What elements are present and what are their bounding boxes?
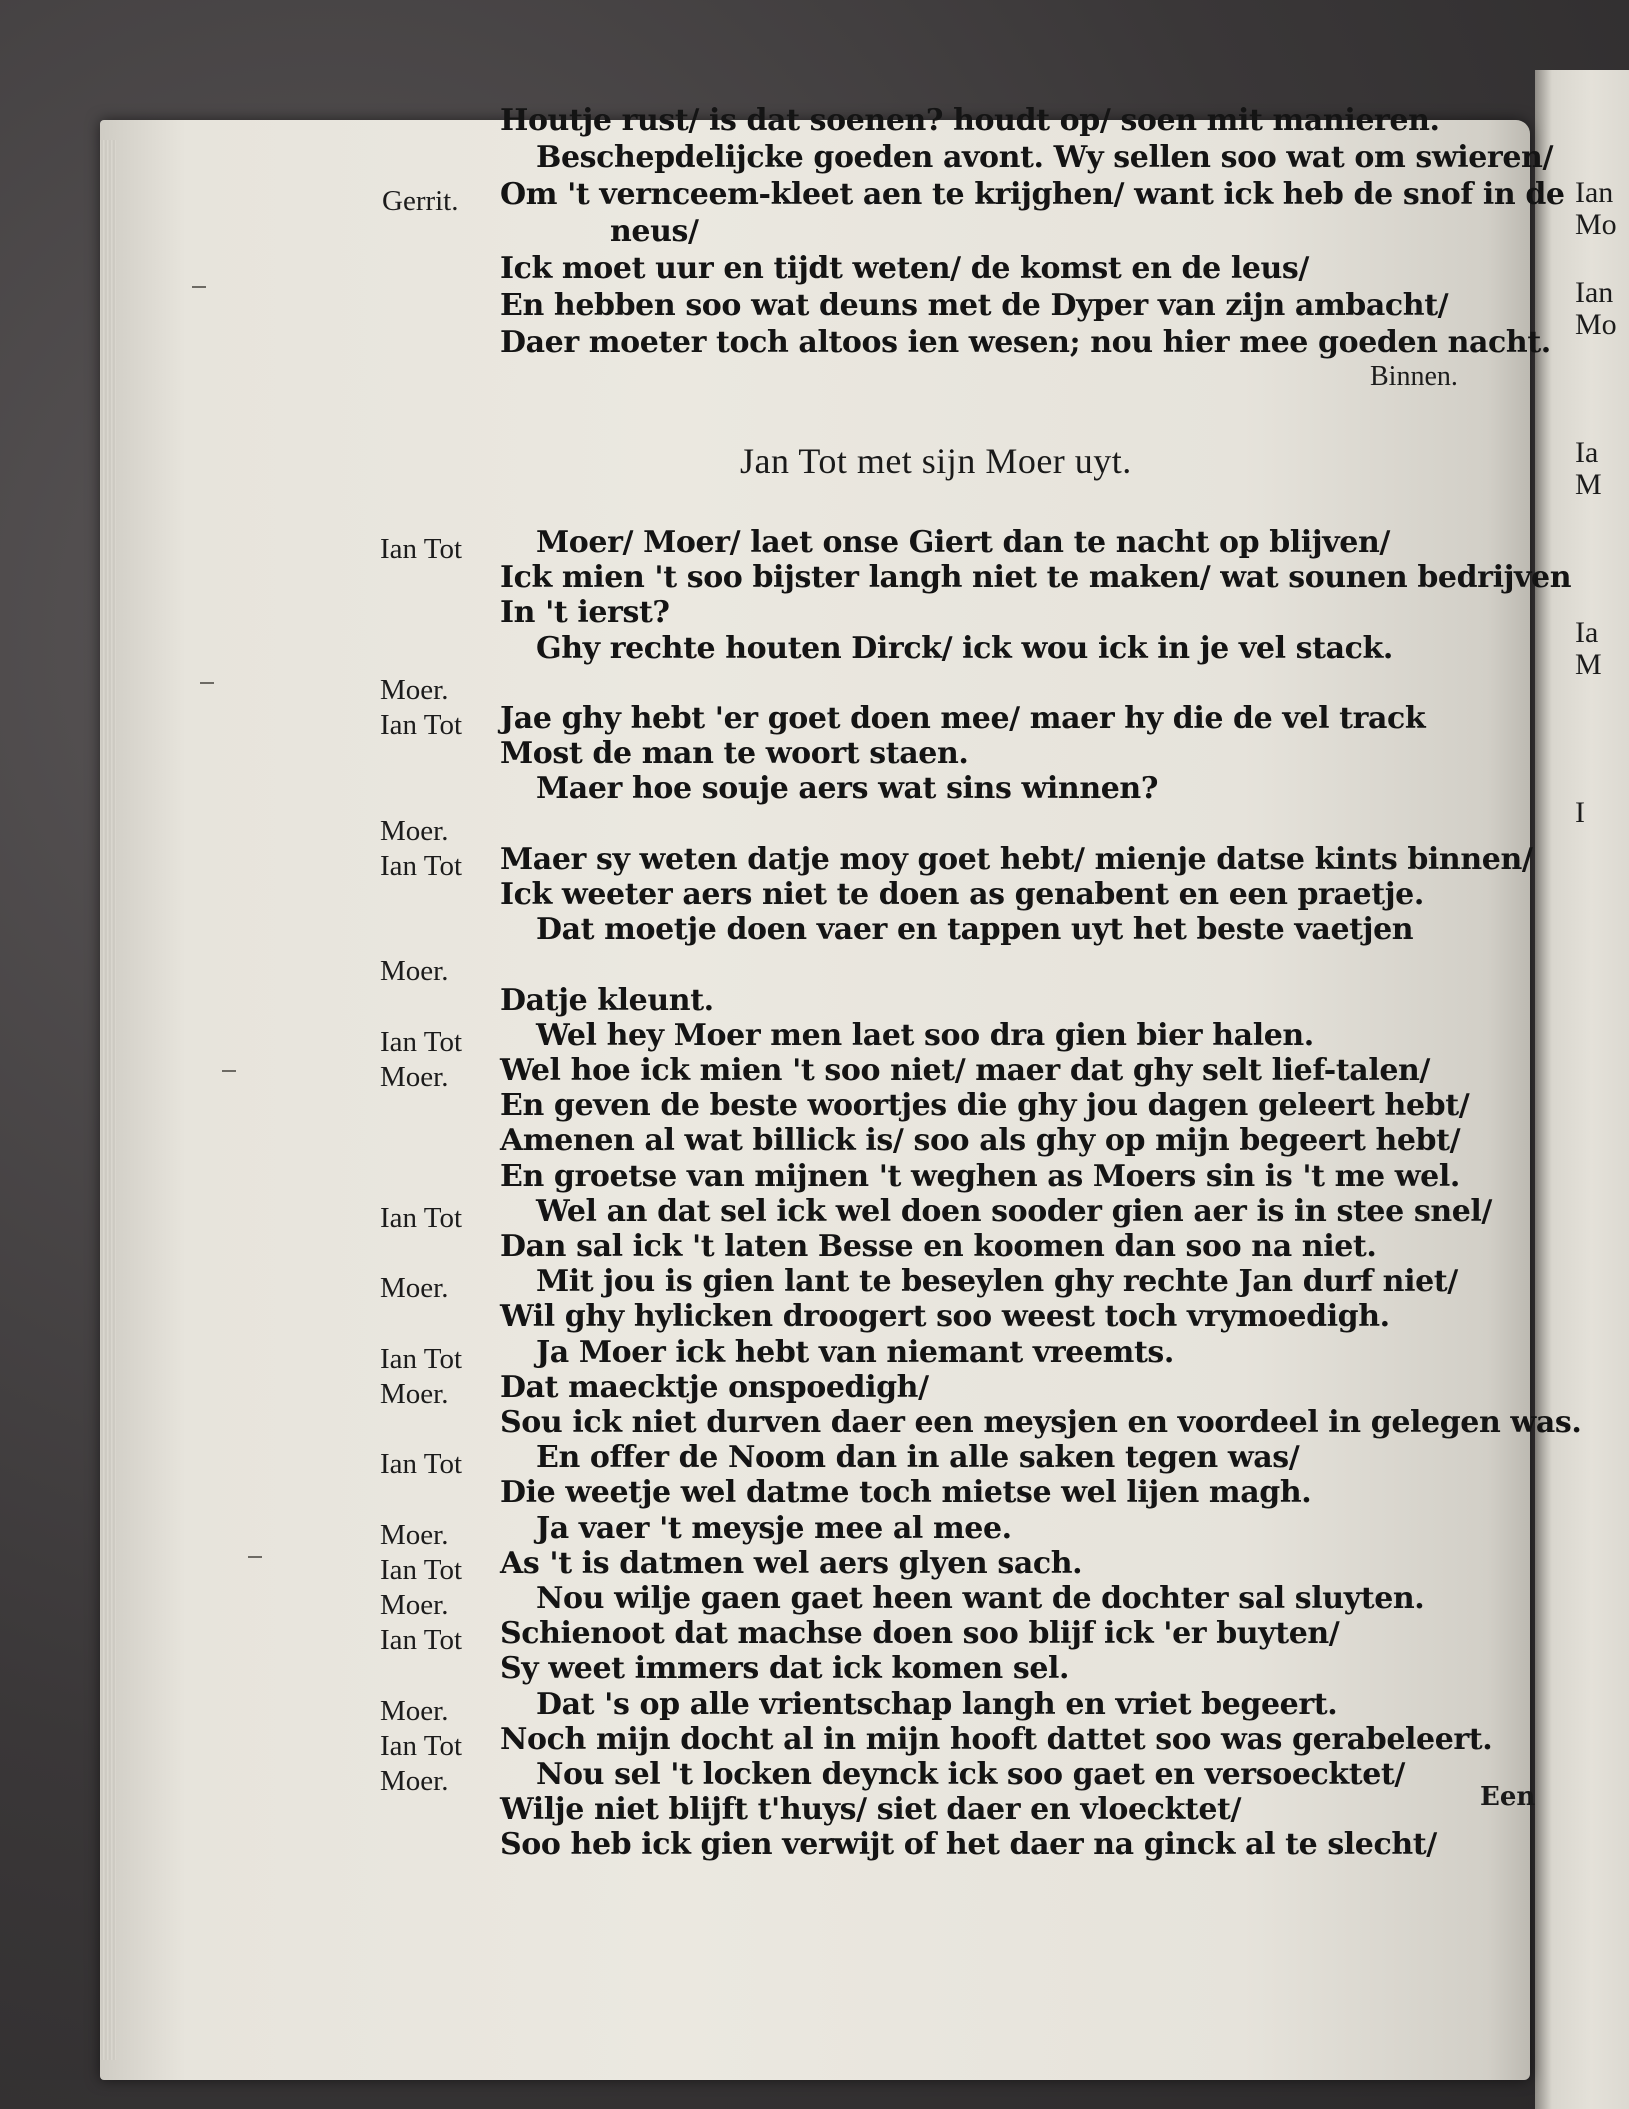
verse-line: Sou ick niet durven daer een meysjen en voordeel in gelegen was. (500, 1405, 1582, 1440)
verse-line: Wilje niet blijft t'huys/ siet daer en vloecktet/ (500, 1792, 1242, 1828)
verse-line: Nou sel 't locken deynck ick soo gaet en versoecktet/ (536, 1757, 1405, 1792)
verse-line: Jae ghy hebt 'er goet doen mee/ maer hy die de vel track (500, 701, 1426, 736)
speaker-label: Moer. (380, 1589, 449, 1621)
verse-line: Soo heb ick gien verwijt of het daer na ginck al te slecht/ (500, 1827, 1437, 1863)
verse-line: Ick weeter aers niet te doen as genabent en een praetje. (500, 877, 1424, 912)
verse-line: Dat 's op alle vrientschap langh en vriet begeert. (536, 1686, 1338, 1722)
facing-page-speaker-stub: M (1575, 468, 1602, 501)
verse-line: En groetse van mijnen 't weghen as Moers sin is 't me wel. (500, 1158, 1460, 1194)
speaker-label: Moer. (380, 1765, 449, 1797)
verse-line: En hebben soo wat deuns met de Dyper van zijn ambacht/ (500, 288, 1449, 323)
speaker-label: Gerrit. (382, 185, 459, 217)
verse-line: Beschepdelijcke goeden avont. Wy sellen soo wat om swieren/ (536, 140, 1553, 175)
speaker-label: Ian Tot (380, 709, 463, 741)
speaker-label: Ian Tot (380, 1624, 463, 1657)
verse-line: Wel an dat sel ick wel doen sooder gien aer is in stee snel/ (536, 1193, 1492, 1229)
verse-line: Noch mijn docht al in mijn hooft dattet soo was gerabeleert. (500, 1721, 1493, 1757)
verse-line: Ghy rechte houten Dirck/ ick wou ick in je vel stack. (536, 630, 1393, 666)
verse-line: neus/ (610, 214, 699, 249)
verse-line: Nou wilje gaen gaet heen want de dochter sal sluyten. (536, 1581, 1425, 1616)
margin-mark (200, 682, 214, 684)
verse-line: Dat moetje doen vaer en tappen uyt het beste vaetjen (536, 912, 1414, 948)
verse-line: Datje kleunt. (500, 982, 714, 1018)
facing-page-speaker-stub: Mo (1575, 308, 1617, 341)
speaker-label: Ian Tot (380, 849, 463, 882)
verse-line: Most de man te woort staen. (500, 736, 969, 772)
speaker-label: Ian Tot (380, 1342, 463, 1375)
speaker-label: Ian Tot (380, 1448, 463, 1481)
verse-line: Dat maecktje onspoedigh/ (500, 1369, 929, 1405)
speaker-label: Ian Tot (380, 1729, 463, 1762)
verse-line: In 't ierst? (500, 595, 670, 631)
margin-mark (222, 1070, 236, 1072)
verse-line: Mit jou is gien lant te beseylen ghy rechte Jan durf niet/ (536, 1264, 1458, 1300)
facing-page-speaker-stub: Mo (1575, 208, 1617, 241)
speaker-label: Ian Tot (380, 1201, 463, 1234)
facing-page-speaker-stub: Ian (1575, 176, 1614, 209)
facing-page-speaker-stub: Ia (1575, 436, 1599, 469)
speaker-label: Moer. (380, 814, 449, 847)
speaker-label: Moer. (380, 1518, 449, 1551)
verse-line: Wil ghy hylicken droogert soo weest toch vrymoedigh. (500, 1299, 1390, 1335)
verse-line: Moer/ Moer/ laet onse Giert dan te nacht op blijven/ (536, 525, 1390, 560)
verse-line: Ick moet uur en tijdt weten/ de komst en de leus/ (500, 251, 1309, 286)
speaker-label: Ian Tot (380, 533, 463, 565)
verse-line: En offer de Noom dan in alle saken tegen was/ (536, 1440, 1300, 1476)
facing-page-speaker-stub: I (1575, 796, 1585, 829)
verse-line: Ja vaer 't meysje mee al mee. (536, 1510, 1012, 1546)
verse-line: Ick mien 't soo bijster langh niet te maken/ wat sounen bedrijven (500, 560, 1572, 596)
verse-line: Schienoot dat machse doen soo blijf ick 'er buyten/ (500, 1616, 1340, 1652)
speaker-label: Moer. (380, 673, 449, 706)
speaker-label: Moer. (380, 1694, 449, 1727)
verse-line: En geven de beste woortjes die ghy jou dagen geleert hebt/ (500, 1088, 1470, 1124)
verse-line: Wel hoe ick mien 't soo niet/ maer dat ghy selt lief-talen/ (500, 1053, 1430, 1088)
speaker-label: Moer. (380, 1272, 449, 1305)
verse-line: Maer hoe souje aers wat sins winnen? (536, 771, 1159, 807)
speaker-label: Moer. (380, 955, 449, 988)
speaker-label: Ian Tot (380, 1025, 463, 1058)
speaker-label: Moer. (380, 1377, 449, 1410)
speaker-label: Ian Tot (380, 1553, 463, 1586)
catchword: Een (1480, 1782, 1536, 1812)
stage-direction: Binnen. (1370, 361, 1458, 392)
verse-line: Die weetje wel datme toch mietse wel lijen magh. (500, 1475, 1312, 1511)
verse-line: Om 't vernceem-kleet aen te krijghen/ want ick heb de snof in de (500, 177, 1565, 212)
verse-line: Daer moeter toch altoos ien wesen; nou hier mee goeden nacht. (500, 325, 1551, 360)
verse-line: Amenen al wat billick is/ soo als ghy op mijn begeert hebt/ (500, 1123, 1461, 1159)
verse-line: Sy weet immers dat ick komen sel. (500, 1651, 1070, 1687)
verse-line: As 't is datmen wel aers glyen sach. (500, 1545, 1083, 1581)
verse-line: Ja Moer ick hebt van niemant vreemts. (536, 1334, 1174, 1370)
verse-line: Maer sy weten datje moy goet hebt/ mienje datse kints binnen/ (500, 841, 1533, 877)
speaker-label: Moer. (380, 1061, 449, 1093)
facing-page-speaker-stub: Ian (1575, 276, 1614, 309)
verse-line: Houtje rust/ is dat soenen? houdt op/ soen mit manieren. (500, 103, 1440, 138)
verse-line: Dan sal ick 't laten Besse en koomen dan soo na niet. (500, 1229, 1377, 1264)
margin-mark (248, 1556, 262, 1558)
scene-heading: Jan Tot met sijn Moer uyt. (740, 441, 1132, 481)
verse-line: Wel hey Moer men laet soo dra gien bier halen. (536, 1017, 1314, 1053)
margin-mark (192, 286, 206, 288)
facing-page-speaker-stub: M (1575, 648, 1602, 681)
facing-page-speaker-stub: Ia (1575, 616, 1599, 649)
